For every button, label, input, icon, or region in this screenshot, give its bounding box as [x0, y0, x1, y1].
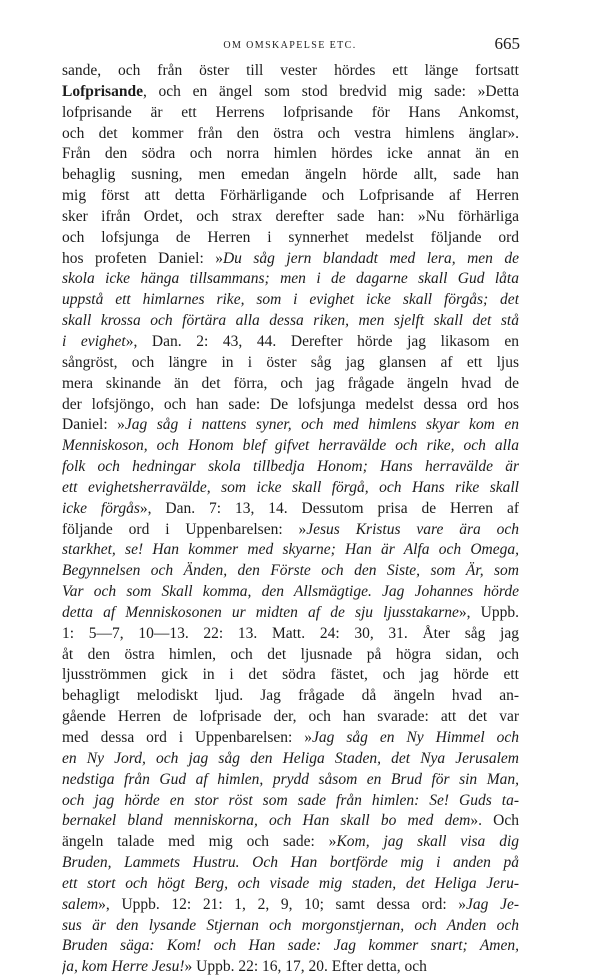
text-segment: sker ifrån Ordet, och strax derefter sade han: »Nu förhärliga [62, 207, 519, 225]
text-segment: med dessa ord i Uppenbarelsen: » [62, 729, 313, 746]
text-segment: åt den östra himlen, och det ljusnade på högra sidan, och [62, 645, 519, 663]
text-segment: behaglig susning, men emedan ängeln hörde allt, sade han [62, 166, 519, 184]
italic-text: Menniskoson, och Honom blef gifvet herravälde och rike, och alla [62, 437, 519, 455]
text-line [62, 144, 519, 165]
text-line [62, 874, 519, 895]
italic-text: ett evighetsherravälde, som icke skall förgå, och Hans rike skall [62, 478, 519, 496]
text-line [62, 249, 519, 270]
text-segment: och lofsjunga de Herren i synnerhet medelst följande ord [62, 228, 519, 246]
italic-text: i evighet [62, 332, 126, 350]
italic-text: detta af Menniskosonen ur midten af de sju ljusstakarne [62, 603, 459, 621]
running-title: OM OMSKAPELSE ETC. [223, 40, 357, 51]
text-line [62, 269, 519, 290]
italic-text: folk och hedningar skola tillbedja Honom; Hans herravälde är [62, 458, 519, 476]
text-segment: », Uppb. [458, 603, 519, 621]
text-line [62, 332, 519, 353]
text-segment: lofprisande är ett Herrens lofprisande för Hans Ankomst, [62, 103, 519, 121]
text-line [62, 540, 519, 561]
text-line [62, 61, 519, 82]
text-line [62, 749, 519, 770]
text-line [62, 770, 519, 791]
italic-text: Du såg jern blandadt med lera, men de [222, 249, 519, 267]
running-head [60, 34, 520, 56]
text-line [62, 853, 519, 874]
italic-text: Begynnelsen och Änden, den Förste och den Siste, som Är, som [62, 562, 519, 580]
text-line [62, 311, 519, 332]
italic-text: Jag Je- [466, 895, 519, 913]
italic-text: nedstiga från Gud af himlen, prydd såsom en Brud för sin Man, [62, 770, 519, 788]
text-line [62, 686, 519, 707]
text-segment: sångröst, och längre in i öster såg jag glansen af ett ljus [62, 353, 519, 371]
body-text [62, 61, 519, 978]
text-line [62, 186, 519, 207]
text-segment: Daniel: » [62, 416, 125, 434]
text-line [62, 395, 519, 416]
text-segment: Från den södra och norra himlen hördes icke annat än en [62, 145, 519, 163]
text-segment: ljusströmmen gick in i det södra fästet, och jag hörde ett [62, 666, 519, 684]
text-line [62, 165, 519, 186]
italic-text: Bruden säga: Kom! och Han sade: Jag kommer snart; Amen, [62, 937, 519, 955]
text-line [62, 290, 519, 311]
text-line [62, 916, 519, 937]
text-line [62, 936, 519, 957]
text-line [62, 791, 519, 812]
text-line [62, 811, 519, 832]
text-line [62, 415, 519, 436]
text-line [62, 561, 519, 582]
italic-text: bernakel bland menniskorna, och Han skall bo med dem [62, 812, 471, 830]
text-segment: hos profeten Daniel: » [62, 249, 223, 267]
bold-text: Lofprisande [62, 82, 143, 100]
italic-text: skall krossa och förtära alla dessa riken, men sjelft skall det stå [62, 312, 519, 330]
text-line [62, 374, 519, 395]
italic-text: icke förgås [62, 499, 140, 517]
italic-text: ett stort och högt Berg, och visade mig staden, det Heliga Jeru- [62, 874, 519, 892]
italic-text: och jag hörde en stor röst som sade från himlen: Se! Guds ta- [62, 791, 519, 809]
text-line [62, 436, 519, 457]
text-line [62, 478, 519, 499]
text-segment: », Uppb. 12: 21: 1, 2, 9, 10; samt dessa ord: » [98, 895, 467, 913]
text-segment: » Uppb. 22: 16, 17, 20. Efter detta, och [184, 958, 427, 976]
text-line [62, 457, 519, 478]
italic-text: Var och som Skall komma, den Allsmägtige. Jag Johannes hörde [62, 583, 519, 601]
text-segment: följande ord i Uppenbarelsen: » [62, 520, 307, 538]
italic-text: Jesus Kristus vare ära och [306, 520, 519, 538]
italic-text: Jag såg en Ny Himmel och [312, 729, 519, 746]
italic-text: skola icke hänga tillsammans; men i de dagarne skall Gud låta [62, 270, 519, 288]
italic-text: sus är den lysande Stjernan och morgonstjernan, och Anden och [62, 916, 519, 934]
text-line [62, 728, 519, 749]
text-line [62, 499, 519, 520]
text-segment: behagligt melodiskt ljud. Jag frågade då ängeln hvad an- [62, 687, 519, 705]
text-segment: ängeln talade med mig och sade: » [62, 833, 337, 851]
text-segment: och det kommer från den östra och vestra himlens änglar». [62, 124, 519, 142]
text-segment: gående Herren de lofprisade der, och han svarade: att det var [62, 708, 519, 726]
text-line [62, 624, 519, 645]
text-segment: ». Och [470, 812, 519, 830]
text-line [62, 124, 519, 145]
text-segment: 1: 5—7, 10—13. 22: 13. Matt. 24: 30, 31. Åter såg jag [62, 624, 519, 642]
text-segment: , och en ängel som stod bredvid mig sade: »Detta [142, 82, 519, 100]
text-segment: mig först att detta Förhärligande och Lofprisande af Herren [62, 187, 519, 205]
text-line [62, 707, 519, 728]
text-segment: », Dan. 2: 43, 44. Derefter hörde jag likasom en [125, 332, 519, 350]
text-line [62, 895, 519, 916]
italic-text: starkhet, se! Han kommer med skyarne; Han är Alfa och Omega, [62, 541, 519, 559]
text-line [62, 957, 519, 978]
italic-text: Jag såg i nattens syner, och med himlens skyar kom en [124, 416, 519, 434]
italic-text: ja, kom Herre Jesu! [62, 958, 185, 976]
text-line [62, 353, 519, 374]
text-line [62, 603, 519, 624]
text-line [62, 228, 519, 249]
text-line [62, 82, 519, 103]
text-segment: », Dan. 7: 13, 14. Dessutom prisa de Herren af [139, 499, 519, 517]
text-line [62, 103, 519, 124]
text-line [62, 207, 519, 228]
text-segment: mera skinande än det förra, och jag frågade ängeln hvad de [62, 374, 519, 392]
text-line [62, 645, 519, 666]
italic-text: en Ny Jord, och jag såg den Heliga Staden, det Nya Jerusalem [62, 749, 519, 767]
text-line [62, 665, 519, 686]
text-segment: der lofsjöngo, och han sade: De lofsjunga medelst dessa ord hos [62, 395, 519, 413]
text-segment: sande, och från öster till vester hördes ett länge fortsatt [62, 62, 519, 79]
italic-text: Kom, jag skall visa dig [336, 833, 519, 851]
italic-text: uppstå ett himlarnes rike, som i evighet icke skall förgås; det [62, 291, 519, 309]
text-line [62, 832, 519, 853]
text-line [62, 582, 519, 603]
page-number: 665 [494, 34, 520, 53]
italic-text: salem [62, 895, 99, 913]
text-line [62, 520, 519, 541]
italic-text: Bruden, Lammets Hustru. Och Han bortförde mig i anden på [62, 854, 519, 872]
